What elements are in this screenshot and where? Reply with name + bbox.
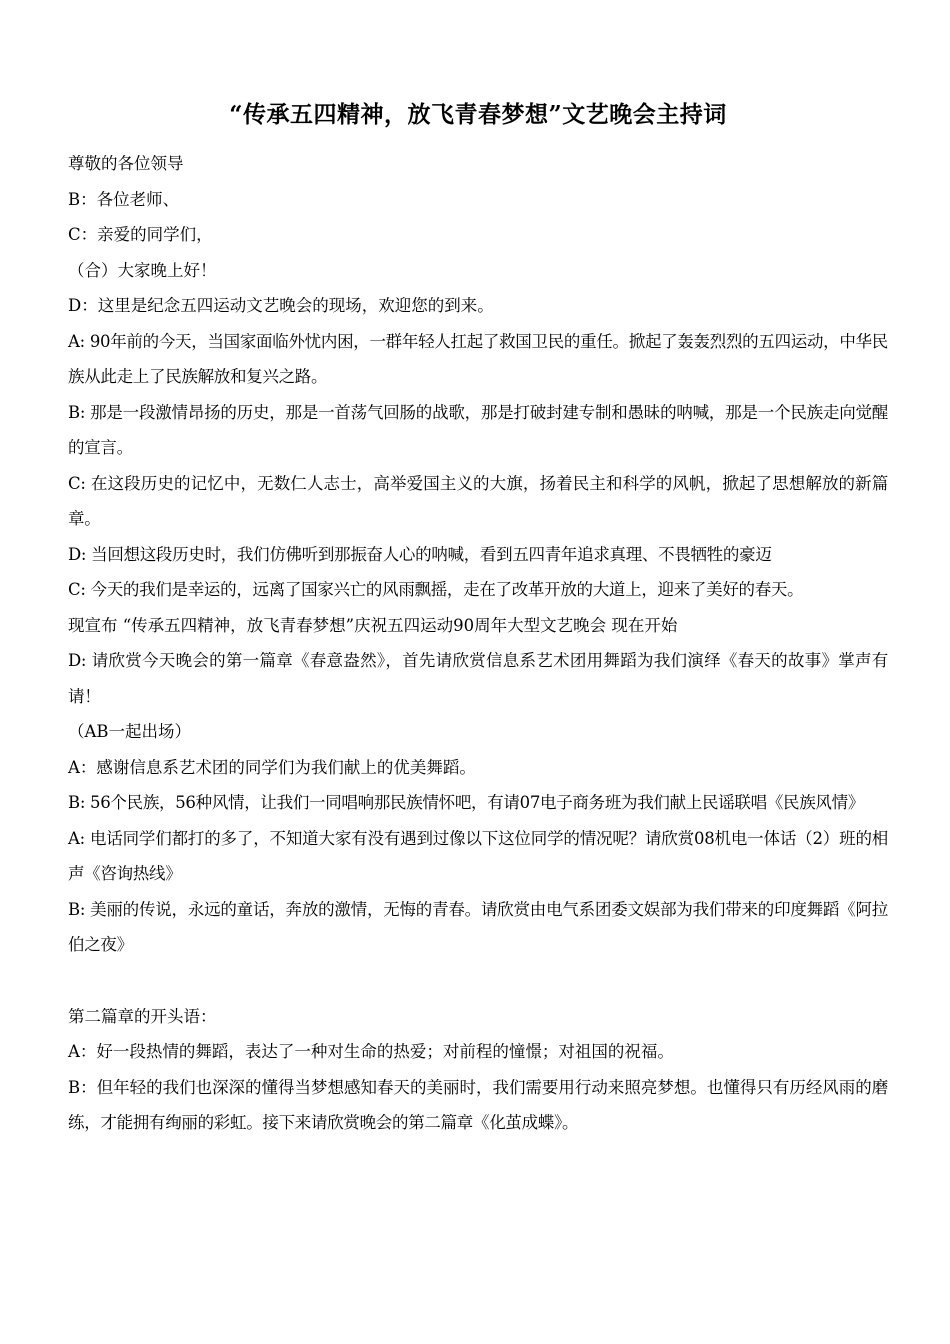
- paragraph-indian-dance: B: 美丽的传说，永远的童话，奔放的激情，无悔的青春。请欣赏由电气系团委文娱部为我们带来的印度舞蹈《阿拉伯之夜》: [68, 899, 888, 954]
- paragraph-thanks: A：感谢信息系艺术团的同学们为我们献上的优美舞蹈。: [68, 757, 476, 777]
- paragraph-greeting-leaders: 尊敬的各位领导: [68, 154, 184, 173]
- paragraph-history-b: B: 那是一段激情昂扬的历史，那是一首荡气回肠的战歌，那是打破封建专制和愚昧的呐喊，那是一个民族走向觉醒的宣言。: [68, 402, 888, 457]
- paragraph-chapter-two-heading: 第二篇章的开头语：: [68, 1006, 217, 1026]
- paragraph-greeting-teachers: B：各位老师、: [68, 189, 180, 209]
- paragraph-chapter-two-a: A：好一段热情的舞蹈，表达了一种对生命的热爱；对前程的憧憬；对祖国的祝福。: [68, 1042, 674, 1061]
- paragraph-chapter-two-b: B：但年轻的我们也深深的懂得当梦想感知春天的美丽时，我们需要用行动来照亮梦想。也懂得只有历经风雨的磨练，才能拥有绚丽的彩虹。接下来请欣赏晚会的第二篇章《化茧成蝶》。: [68, 1077, 888, 1132]
- blank-line: [68, 963, 888, 999]
- paragraph-today-c: C: 今天的我们是幸运的，远离了国家兴亡的风雨飘摇，走在了改革开放的大道上，迎来了美好的春天。: [68, 580, 804, 599]
- paragraph-announcement: 现宣布 “传承五四精神，放飞青春梦想”庆祝五四运动90周年大型文艺晚会 现在开始: [68, 615, 678, 635]
- paragraph-history-c: C: 在这段历史的记忆中，无数仁人志士，高举爱国主义的大旗，扬着民主和科学的风帆，掀起了思想解放的新篇章。: [68, 473, 888, 528]
- paragraph-greeting-all: （合）大家晚上好！: [68, 260, 217, 280]
- document-title: “传承五四精神，放飞青春梦想”文艺晚会主持词: [229, 101, 727, 128]
- paragraph-greeting-students: C：亲爱的同学们，: [68, 225, 213, 244]
- paragraph-chapter-one: D: 请欣赏今天晚会的第一篇章《春意盎然》，首先请欣赏信息系艺术团用舞蹈为我们演绎《春天的故事》掌声有请！: [68, 651, 888, 706]
- paragraph-history-d: D: 当回想这段历史时，我们仿佛听到那振奋人心的呐喊，看到五四青年追求真理、不畏牺牲的豪迈: [68, 544, 772, 564]
- paragraph-crosstalk: A: 电话同学们都打的多了，不知道大家有没有遇到过像以下这位同学的情况呢？请欣赏08机电一体话（2）班的相声《咨询热线》: [68, 828, 888, 883]
- paragraph-stage-direction: （AB一起出场）: [68, 722, 192, 741]
- paragraph-welcome: D：这里是纪念五四运动文艺晚会的现场，欢迎您的到来。: [68, 296, 494, 315]
- paragraph-history-a: A: 90年前的今天，当国家面临外忧内困，一群年轻人扛起了救国卫民的重任。掀起了轰轰烈烈的五四运动，中华民族从此走上了民族解放和复兴之路。: [68, 331, 888, 386]
- paragraph-folk-songs: B: 56个民族，56种风情，让我们一同唱响那民族情怀吧，有请07电子商务班为我们献上民谣联唱《民族风情》: [68, 793, 865, 812]
